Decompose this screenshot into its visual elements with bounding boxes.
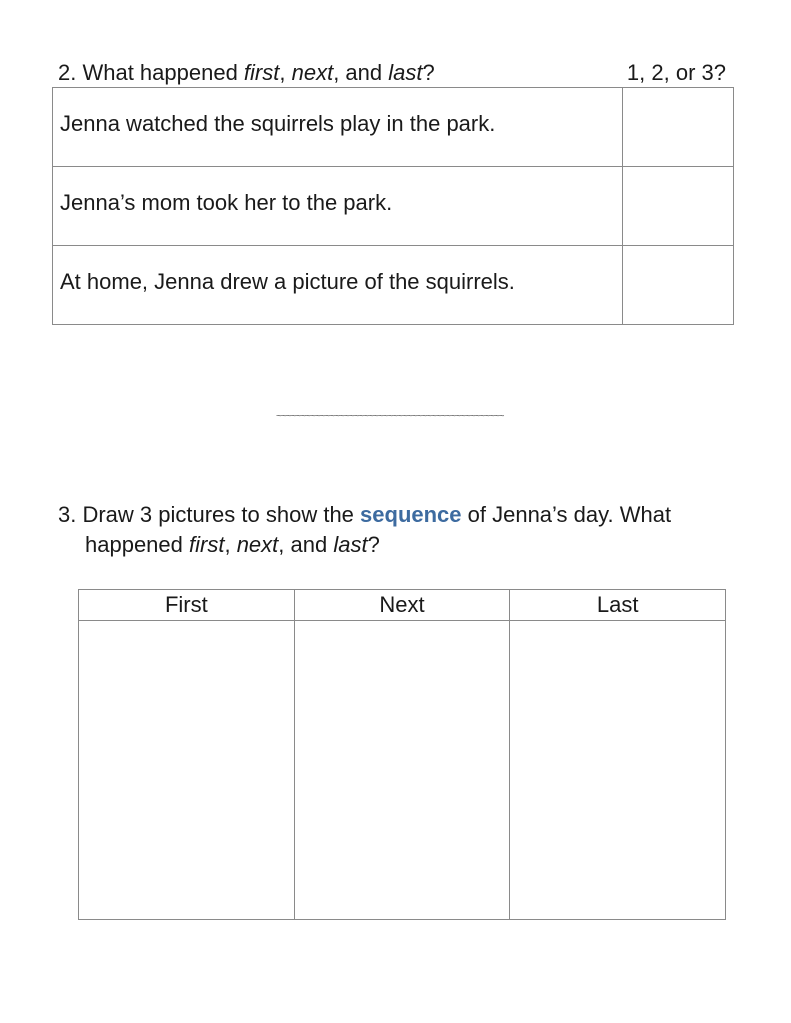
- question-2-word-next: next: [291, 60, 334, 85]
- question-3-text: [58, 500, 738, 560]
- drawing-sequence-table: [78, 589, 726, 920]
- drawing-box-first[interactable]: [79, 621, 295, 920]
- question-2-suffix: ?: [422, 60, 435, 85]
- statement-cell: At home, Jenna drew a picture of the squirrels.: [53, 246, 623, 325]
- question-2-sep-2: , and: [333, 60, 389, 85]
- section-divider: ~~~~~~~~~~~~~~~~~~~~~~~~~~~~~~~~~~~~~~~~~~~~~~~: [276, 412, 504, 422]
- table-header-row: [79, 590, 726, 621]
- question-3-sep-1: ,: [224, 532, 237, 557]
- question-2-sep-1: ,: [279, 60, 292, 85]
- question-3-line-2: [58, 530, 738, 560]
- question-3-word-first: first: [189, 532, 225, 557]
- question-3-middle: of Jenna’s day. What: [461, 502, 672, 527]
- table-row: [53, 88, 734, 167]
- question-3-word-last: last: [333, 532, 368, 557]
- question-3-line2-prefix: happened: [85, 532, 189, 557]
- answer-cell[interactable]: [623, 246, 734, 325]
- answer-cell[interactable]: [623, 167, 734, 246]
- question-2-header: [58, 58, 726, 88]
- drawing-box-last[interactable]: [510, 621, 726, 920]
- question-2-word-first: first: [243, 60, 280, 85]
- table-row: [79, 621, 726, 920]
- question-3-sep-2: , and: [278, 532, 334, 557]
- question-3-suffix: ?: [367, 532, 380, 557]
- sequence-keyword: sequence: [360, 502, 462, 527]
- statement-cell: Jenna’s mom took her to the park.: [53, 167, 623, 246]
- question-3-word-next: next: [236, 532, 279, 557]
- column-header-next: Next: [294, 590, 510, 621]
- question-2-prefix: 2. What happened: [58, 60, 244, 85]
- table-row: [53, 167, 734, 246]
- column-header-last: Last: [510, 590, 726, 621]
- answer-column-header: 1, 2, or 3?: [626, 60, 726, 85]
- column-header-first: First: [79, 590, 295, 621]
- sequence-ordering-table: [52, 87, 734, 325]
- table-row: [53, 246, 734, 325]
- answer-cell[interactable]: [623, 88, 734, 167]
- statement-cell: Jenna watched the squirrels play in the park.: [53, 88, 623, 167]
- drawing-box-next[interactable]: [294, 621, 510, 920]
- question-2-title: [58, 58, 435, 88]
- question-3-line-1: [58, 500, 738, 530]
- question-2-word-last: last: [388, 60, 423, 85]
- question-3-prefix: 3. Draw 3 pictures to show the: [58, 502, 361, 527]
